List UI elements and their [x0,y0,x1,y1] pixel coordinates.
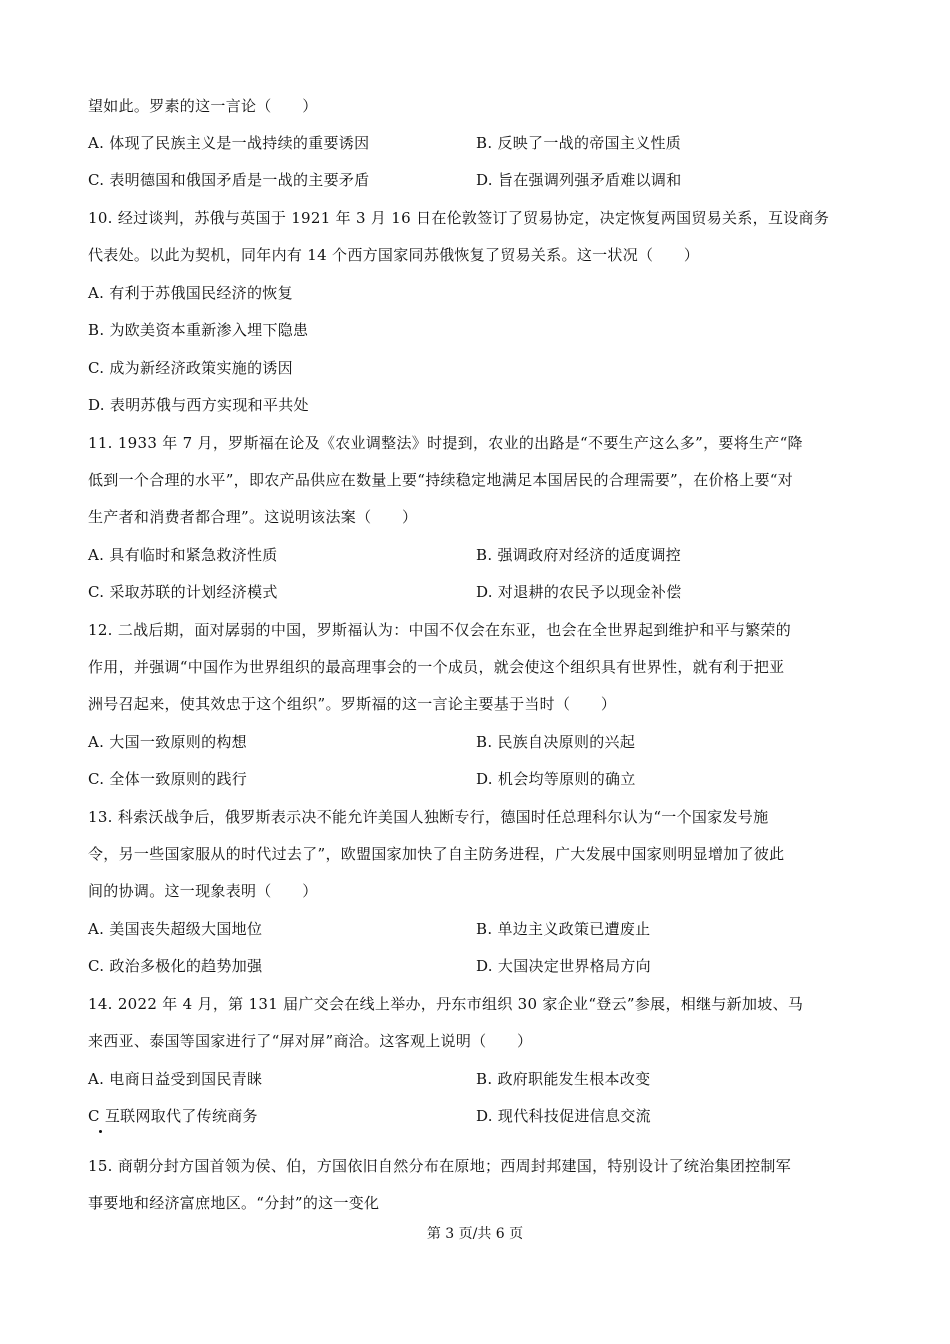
q15-stem-line-1: 15. 商朝分封方国首领为侯、伯，方国依旧自然分布在原地；西周封邦建国，特别设计了统治集团控制军 [88,1157,792,1175]
q11-stem-line-3: 生产者和消费者都合理”。这说明该法案（ ） [88,508,418,526]
q9-option-b: B. 反映了一战的帝国主义性质 [476,134,682,152]
q10-option-b: B. 为欧美资本重新渗入埋下隐患 [88,321,309,339]
stray-dot-mark [99,1130,102,1133]
q9-option-a: A. 体现了民族主义是一战持续的重要诱因 [88,134,370,152]
q12-option-c: C. 全体一致原则的践行 [88,770,248,788]
q13-option-b: B. 单边主义政策已遭废止 [476,920,651,938]
q14-option-b: B. 政府职能发生根本改变 [476,1070,651,1088]
q12-stem-line-2: 作用，并强调“中国作为世界组织的最高理事会的一个成员，就会使这个组织具有世界性，就有利于把亚 [88,658,785,676]
q12-option-a: A. 大国一致原则的构想 [88,733,247,751]
q9-option-c: C. 表明德国和俄国矛盾是一战的主要矛盾 [88,171,370,189]
q12-stem-line-3: 洲号召起来，使其效忠于这个组织”。罗斯福的这一言论主要基于当时（ ） [88,695,617,713]
q10-option-d: D. 表明苏俄与西方实现和平共处 [88,396,309,414]
q9-option-d: D. 旨在强调列强矛盾难以调和 [476,171,682,189]
q13-stem-line-3: 间的协调。这一现象表明（ ） [88,882,318,900]
q11-stem-line-1: 11. 1933 年 7 月，罗斯福在论及《农业调整法》时提到，农业的出路是“不要生产这么多”，要将生产“降 [88,434,803,452]
q13-option-a: A. 美国丧失超级大国地位 [88,920,263,938]
q13-option-c: C. 政治多极化的趋势加强 [88,957,263,975]
q14-stem-line-1: 14. 2022 年 4 月，第 131 届广交会在线上举办，丹东市组织 30 家企业“登云”参展，相继与新加坡、马 [88,995,804,1013]
q14-option-c: C 互联网取代了传统商务 [88,1107,258,1125]
q10-option-c: C. 成为新经济政策实施的诱因 [88,359,293,377]
q14-option-a: A. 电商日益受到国民青睐 [88,1070,263,1088]
q12-stem-line-1: 12. 二战后期，面对孱弱的中国，罗斯福认为：中国不仅会在东亚，也会在全世界起到维护和平与繁荣的 [88,621,792,639]
q14-stem-line-2: 来西亚、泰国等国家进行了“屏对屏”商洽。这客观上说明（ ） [88,1032,533,1050]
q10-stem-line-1: 10. 经过谈判，苏俄与英国于 1921 年 3 月 16 日在伦敦签订了贸易协定，决定恢复两国贸易关系，互设商务 [88,209,830,227]
q9-stem-tail: 望如此。罗素的这一言论（ ） [88,97,318,115]
q11-stem-line-2: 低到一个合理的水平”，即农产品供应在数量上要“持续稳定地满足本国居民的合理需要”，在价格上要“对 [88,471,794,489]
page-number-footer: 第 3 页/共 6 页 [426,1226,524,1242]
q13-stem-line-1: 13. 科索沃战争后，俄罗斯表示决不能允许美国人独断专行，德国时任总理科尔认为“一个国家发号施 [88,808,769,826]
q11-option-c: C. 采取苏联的计划经济模式 [88,583,278,601]
q13-option-d: D. 大国决定世界格局方向 [476,957,651,975]
q13-stem-line-2: 令，另一些国家服从的时代过去了”，欧盟国家加快了自主防务进程，广大发展中国家则明显增加了彼此 [88,845,785,863]
q12-option-d: D. 机会均等原则的确立 [476,770,636,788]
q12-option-b: B. 民族自决原则的兴起 [476,733,636,751]
q11-option-b: B. 强调政府对经济的适度调控 [476,546,682,564]
q10-option-a: A. 有利于苏俄国民经济的恢复 [88,284,293,302]
q14-option-d: D. 现代科技促进信息交流 [476,1107,651,1125]
q11-option-d: D. 对退耕的农民予以现金补偿 [476,583,682,601]
q15-stem-line-2: 事要地和经济富庶地区。“分封”的这一变化 [88,1194,380,1212]
q11-option-a: A. 具有临时和紧急救济性质 [88,546,278,564]
q10-stem-line-2: 代表处。以此为契机，同年内有 14 个西方国家同苏俄恢复了贸易关系。这一状况（ ） [88,246,700,264]
